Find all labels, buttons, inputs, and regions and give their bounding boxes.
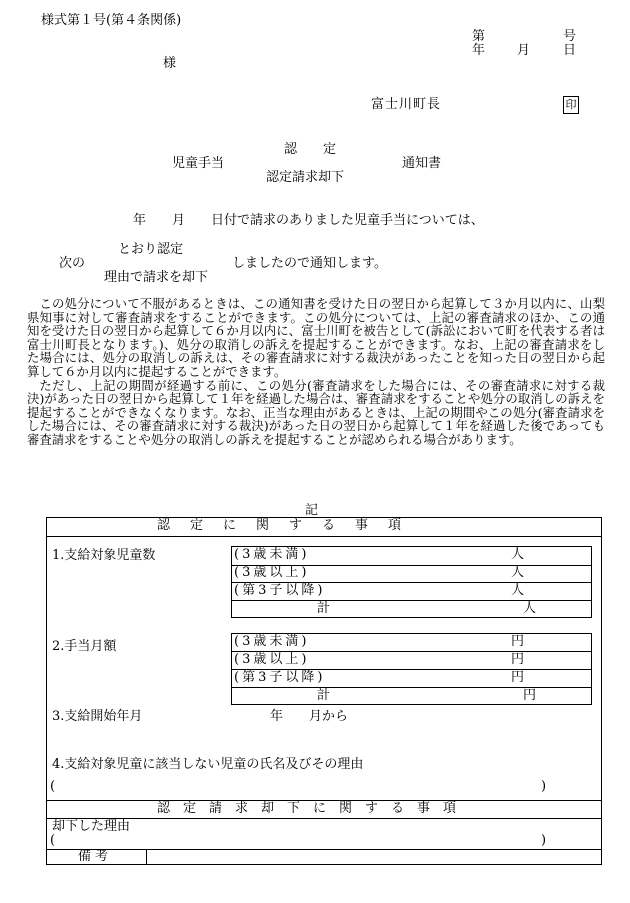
children-row-under3: (3歳未満) bbox=[234, 547, 310, 562]
date-year: 年 bbox=[472, 43, 486, 58]
date-month: 月 bbox=[517, 43, 531, 58]
children-total-unit: 人 bbox=[523, 601, 537, 616]
sender: 富士川町長 bbox=[371, 97, 442, 112]
paren-close-1: ) bbox=[541, 779, 547, 794]
result-next: 次の bbox=[59, 256, 86, 271]
paren-open-2: ( bbox=[50, 833, 56, 848]
nonqualify-label: 4.支給対象児童に該当しない児童の氏名及びその理由 bbox=[52, 757, 364, 772]
remarks-label: 備考 bbox=[78, 849, 113, 864]
children-label: 1.支給対象児童数 bbox=[52, 548, 156, 563]
title-top: 認 定 bbox=[284, 142, 337, 157]
children-unit-under3: 人 bbox=[511, 547, 525, 562]
recipient-suffix: 様 bbox=[163, 56, 177, 71]
result-option1: とおり認定 bbox=[118, 242, 184, 257]
paragraph-limitation: ただし、上記の期間が経過する前に、この処分(審査請求をした場合には、その審査請求に対する裁決)があった日の翌日から起算して１年を経過した場合は、審査請求をすることや処分の取消しの訴えを提起することができなくなります。なお、正当な理由があるときは、上記の期間やこの処分(審査請求をした場合には、その審査請求に対する裁決)があった日の翌日から起算して１年を経過した後であっても審査請求をすることや処分の取消しの訴えを提起することが認められる場合があります。 bbox=[27, 377, 605, 447]
children-total-label: 計 bbox=[317, 601, 331, 616]
date-day: 日 bbox=[563, 43, 577, 58]
paragraph-appeal: この処分について不服があるときは、この通知書を受けた日の翌日から起算して３か月以内に、山梨県知事に対して審査請求をすることができます。この処分については、上記の審査請求のほか、この通知を受けた日の翌日から起算して６か月以内に、富士川町を被告として(訴訟において町を代表する者は富士川町長となります。)、処分の取消しの訴えを提起することができます。なお、上記の審査請求をした場合には、処分の取消しの訴えは、その審査請求に対する裁決があったことを知った日の翌日から起算して６か月以内に提起することができます。 bbox=[27, 296, 605, 379]
reject-label: 却下した理由 bbox=[52, 819, 131, 834]
intro-line: 年 月 日付で請求のありました児童手当については、 bbox=[133, 213, 484, 228]
title-bottom: 認定請求却下 bbox=[266, 170, 345, 185]
amount-total-label: 計 bbox=[317, 688, 331, 703]
children-row-over3: (3歳以上) bbox=[234, 565, 310, 580]
amount-row-third: (第3子以降) bbox=[234, 670, 326, 685]
notice-paragraphs bbox=[27, 297, 605, 447]
paren-open-1: ( bbox=[50, 779, 56, 794]
children-unit-third: 人 bbox=[511, 583, 525, 598]
amount-unit-third: 円 bbox=[511, 670, 525, 685]
doc-number-dai: 第 bbox=[472, 29, 486, 44]
amount-unit-under3: 円 bbox=[511, 634, 525, 649]
form-label: 様式第１号(第４条関係) bbox=[41, 13, 182, 28]
children-row-third: (第3子以降) bbox=[234, 583, 326, 598]
start-value: 年 月から bbox=[270, 709, 349, 724]
ki-label: 記 bbox=[305, 503, 319, 518]
amount-row-under3: (3歳未満) bbox=[234, 634, 310, 649]
seal-mark: 印 bbox=[563, 96, 579, 114]
amount-unit-over3: 円 bbox=[511, 652, 525, 667]
amount-label: 2.手当月額 bbox=[52, 639, 117, 654]
section2-header: 認定請求却下に関する事項 bbox=[157, 801, 470, 816]
amount-total-unit: 円 bbox=[523, 688, 537, 703]
title-right: 通知書 bbox=[402, 156, 442, 171]
title-left: 児童手当 bbox=[172, 156, 225, 171]
paren-close-2: ) bbox=[541, 833, 547, 848]
doc-number-go: 号 bbox=[563, 29, 577, 44]
result-option2: 理由で請求を却下 bbox=[104, 270, 209, 285]
result-tail: しましたので通知します。 bbox=[232, 256, 387, 271]
section1-header: 認定に関する事項 bbox=[157, 518, 422, 533]
amount-row-over3: (3歳以上) bbox=[234, 652, 310, 667]
children-unit-over3: 人 bbox=[511, 565, 525, 580]
start-label: 3.支給開始年月 bbox=[52, 709, 143, 724]
